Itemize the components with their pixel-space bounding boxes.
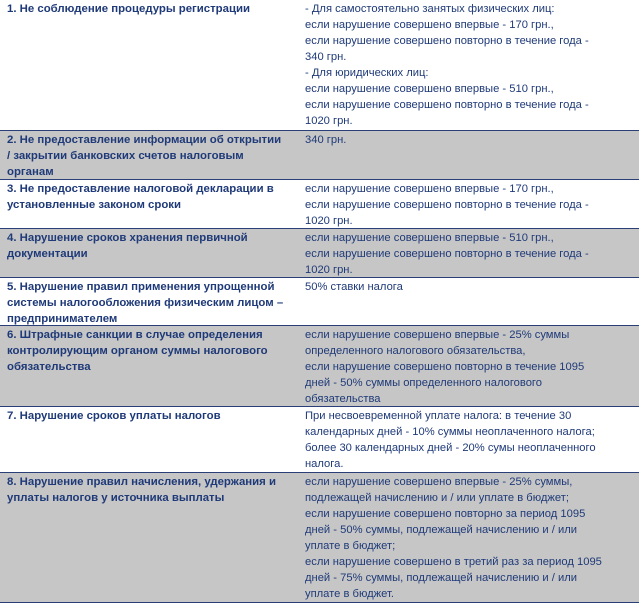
table-row (0, 0, 639, 131)
violation-title: 5. Нарушение правил применения упрощенной системы налогообложения физическим лицом – предпринимателем (7, 281, 284, 325)
penalty-text: если нарушение совершено впервые - 170 грн., если нарушение совершено повторно в течение года - 1020 грн. (305, 183, 589, 227)
penalty-text: если нарушение совершено впервые - 25% суммы, подлежащей начислению и / или уплате в бюджет; если нарушение совершено повторно за период 1095 дней - 50% суммы, подлежащей начислению и / или уплате в бюджет; если нарушение совершено в третий раз за период 1095 дней - 75% суммы, подлежащей начислению и / или уплате в бюджет. (305, 476, 602, 600)
table-row (0, 326, 639, 407)
violation-title: 1. Не соблюдение процедуры регистрации (7, 3, 250, 15)
penalty-text: При несвоевременной уплате налога: в течение 30 календарных дней - 10% суммы неоплаченного налога; более 30 календарных дней - 20% сумы неоплаченного налога. (305, 410, 596, 470)
table-row (0, 407, 639, 473)
table-row (0, 278, 639, 326)
violation-title: 4. Нарушение сроков хранения первичной документации (7, 232, 248, 260)
table-row (0, 180, 639, 229)
penalty-text: 340 грн. (305, 134, 347, 146)
violation-title: 2. Не предоставление информации об открытии / закрытии банковских счетов налоговым органам (7, 134, 282, 178)
violation-title: 6. Штрафные санкции в случае определения контролирующим органом суммы налогового обязательства (7, 329, 268, 373)
penalty-text: если нарушение совершено впервые - 510 грн., если нарушение совершено повторно в течение года - 1020 грн. (305, 232, 589, 276)
penalty-text: если нарушение совершено впервые - 25% суммы определенного налогового обязательства, если нарушение совершено повторно в течение 1095 дней - 50% суммы определенного налогового обязательства (305, 329, 585, 405)
penalty-text: 50% ставки налога (305, 281, 403, 293)
table-row (0, 131, 639, 180)
penalty-text: - Для самостоятельно занятых физических лиц: если нарушение совершено впервые - 170 грн., если нарушение совершено повторно в течение года - 340 грн. - Для юридических лиц: если нарушение совершено впервые - 510 грн., если нарушение совершено повторно в течение года - 1020 грн. (305, 3, 589, 127)
table-row (0, 229, 639, 278)
violation-title: 7. Нарушение сроков уплаты налогов (7, 410, 221, 422)
violation-title: 3. Не предоставление налоговой декларации в установленные законом сроки (7, 183, 274, 211)
table-row (0, 473, 639, 603)
violation-title: 8. Нарушение правил начисления, удержания и уплаты налогов у источника выплаты (7, 476, 276, 504)
